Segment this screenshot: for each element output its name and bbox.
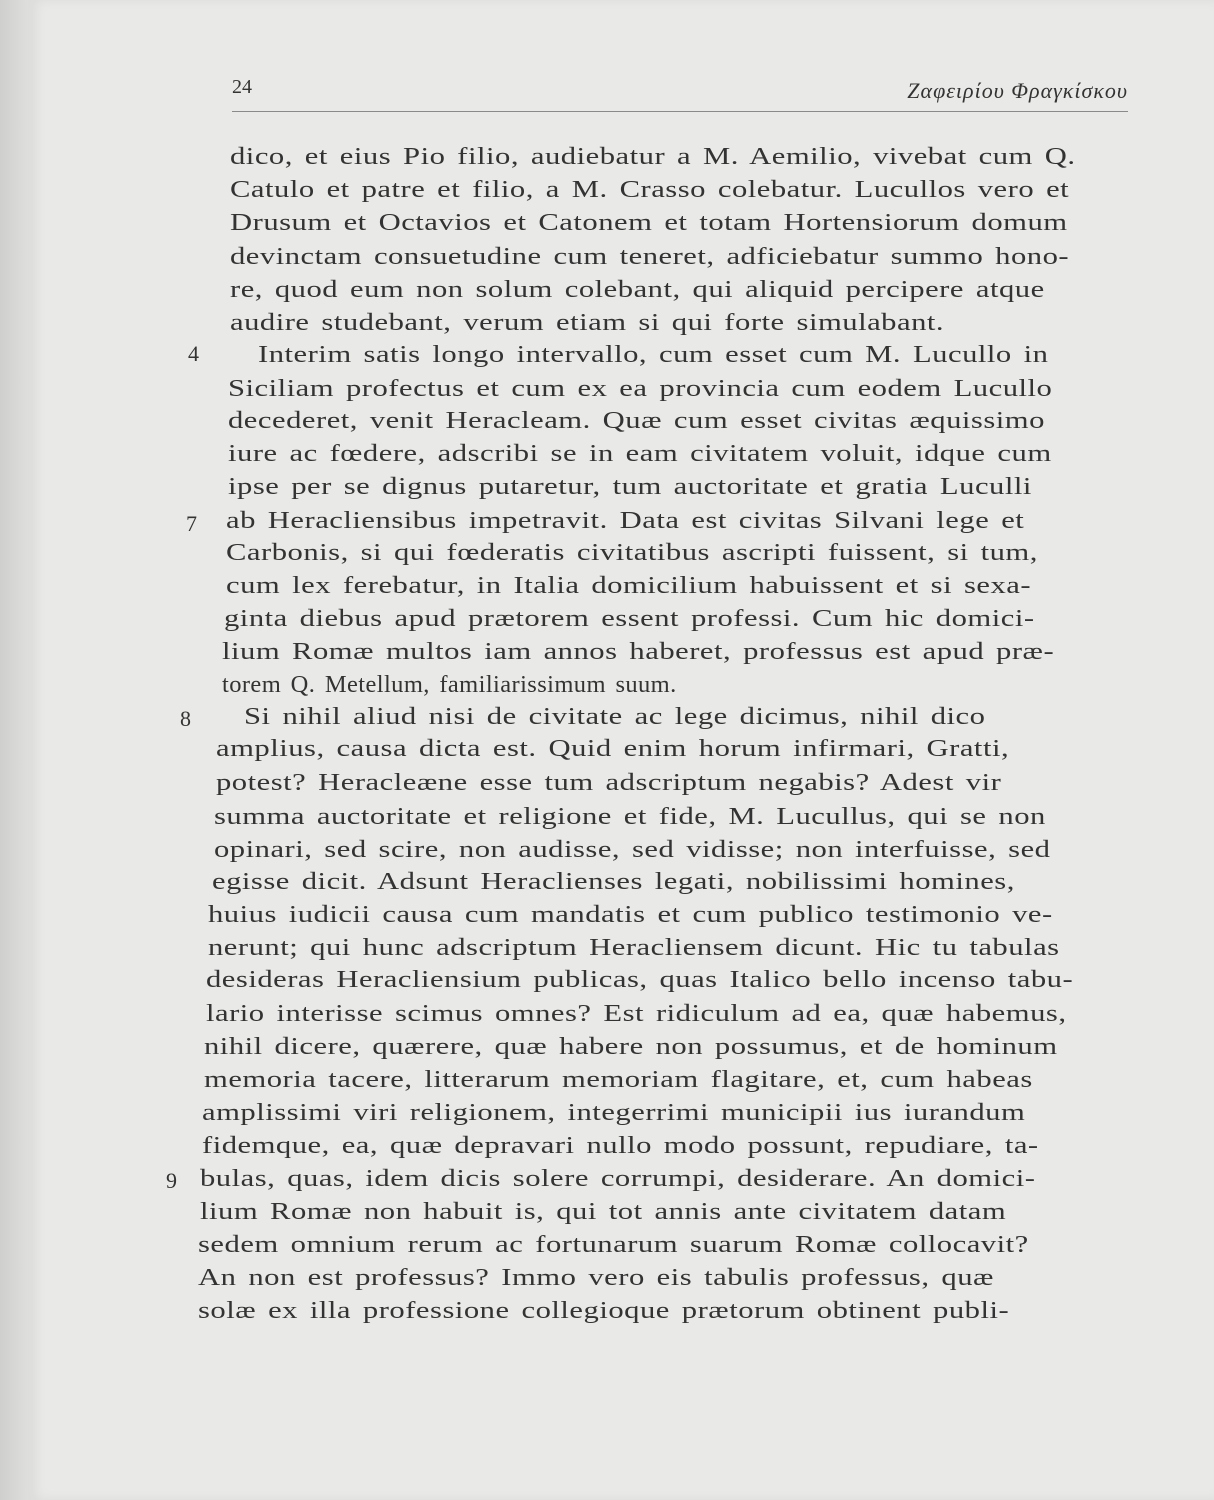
text-line: Si nihil aliud nisi de civitate ac lege dicimus, nihil dico: [244, 703, 986, 730]
text-line: re, quod eum non solum colebant, qui aliquid percipere atque: [230, 276, 1045, 303]
text-line: devinctam consuetudine cum teneret, adficiebatur summo hono-: [230, 243, 1070, 270]
text-line: amplius, causa dicta est. Quid enim horum infirmari, Gratti,: [216, 735, 1010, 762]
text-line: torem Q. Metellum, familiarissimum suum.: [222, 671, 677, 698]
text-line: audire studebant, verum etiam si qui forte simulabant.: [230, 309, 945, 336]
text-line: Interim satis longo intervallo, cum esset cum M. Lucullo in: [258, 341, 1049, 368]
page-number: 24: [232, 76, 252, 98]
text-line: opinari, sed scire, non audisse, sed vidisse; non interfuisse, sed: [214, 836, 1051, 863]
text-line: memoria tacere, litterarum memoriam flagitare, et, cum habeas: [204, 1066, 1033, 1093]
text-line: sedem omnium rerum ac fortunarum suarum Romæ collocavit?: [198, 1231, 1029, 1258]
running-title: Ζαφειρίου Φραγκίσκου: [907, 78, 1128, 103]
text-line: Carbonis, si qui fœderatis civitatibus ascripti fuissent, si tum,: [226, 539, 1038, 566]
section-number-9: 9: [166, 1168, 177, 1193]
text-line: summa auctoritate et religione et fide, M. Lucullus, qui se non: [214, 803, 1046, 830]
text-line: nerunt; qui hunc adscriptum Heracliensem dicunt. Hic tu tabulas: [208, 934, 1060, 961]
text-line: dico, et eius Pio filio, audiebatur a M. Aemilio, vivebat cum Q.: [230, 143, 1076, 170]
text-line: lium Romæ non habuit is, qui tot annis ante civitatem datam: [200, 1198, 1007, 1225]
text-line: fidemque, ea, quæ depravari nullo modo possunt, repudiare, ta-: [202, 1132, 1039, 1159]
text-line: cum lex ferebatur, in Italia domicilium habuissent et si sexa-: [226, 572, 1032, 599]
text-line: desideras Heracliensium publicas, quas Italico bello incenso tabu-: [206, 966, 1074, 993]
text-line: decederet, venit Heracleam. Quæ cum esset civitas æquissimo: [228, 407, 1045, 434]
text-line: huius iudicii causa cum mandatis et cum publico testimonio ve-: [208, 901, 1053, 928]
text-line: bulas, quas, idem dicis solere corrumpi, desiderare. An domici-: [200, 1165, 1036, 1192]
text-line: amplissimi viri religionem, integerrimi municipii ius iurandum: [202, 1099, 1026, 1126]
text-line: ab Heracliensibus impetravit. Data est civitas Silvani lege et: [226, 507, 1025, 534]
text-line: potest? Heracleæne esse tum adscriptum negabis? Adest vir: [216, 769, 1002, 796]
text-line: lario interisse scimus omnes? Est ridiculum ad ea, quæ habemus,: [206, 1000, 1067, 1027]
text-line: ginta diebus apud prætorem essent professi. Cum hic domici-: [224, 605, 1035, 632]
section-number-8: 8: [180, 706, 191, 731]
text-line: solæ ex illa professione collegioque prætorum obtinent publi-: [198, 1297, 1010, 1324]
text-line: Siciliam profectus et cum ex ea provincia cum eodem Lucullo: [228, 375, 1053, 402]
text-line: lium Romæ multos iam annos haberet, professus est apud præ-: [222, 638, 1055, 665]
section-number-7: 7: [186, 511, 197, 536]
text-line: egisse dicit. Adsunt Heraclienses legati, nobilissimi homines,: [212, 868, 1015, 895]
text-line: Catulo et patre et filio, a M. Crasso colebatur. Lucullos vero et: [230, 176, 1070, 203]
text-line: iure ac fœdere, adscribi se in eam civitatem voluit, idque cum: [228, 440, 1052, 467]
section-number-4: 4: [188, 341, 199, 366]
text-line: nihil dicere, quærere, quæ habere non possumus, et de hominum: [204, 1033, 1058, 1060]
text-line: Drusum et Octavios et Catonem et totam Hortensiorum domum: [230, 209, 1068, 236]
text-line: An non est professus? Immo vero eis tabulis professus, quæ: [198, 1264, 994, 1291]
text-line: ipse per se dignus putaretur, tum auctoritate et gratia Luculli: [228, 473, 1032, 500]
